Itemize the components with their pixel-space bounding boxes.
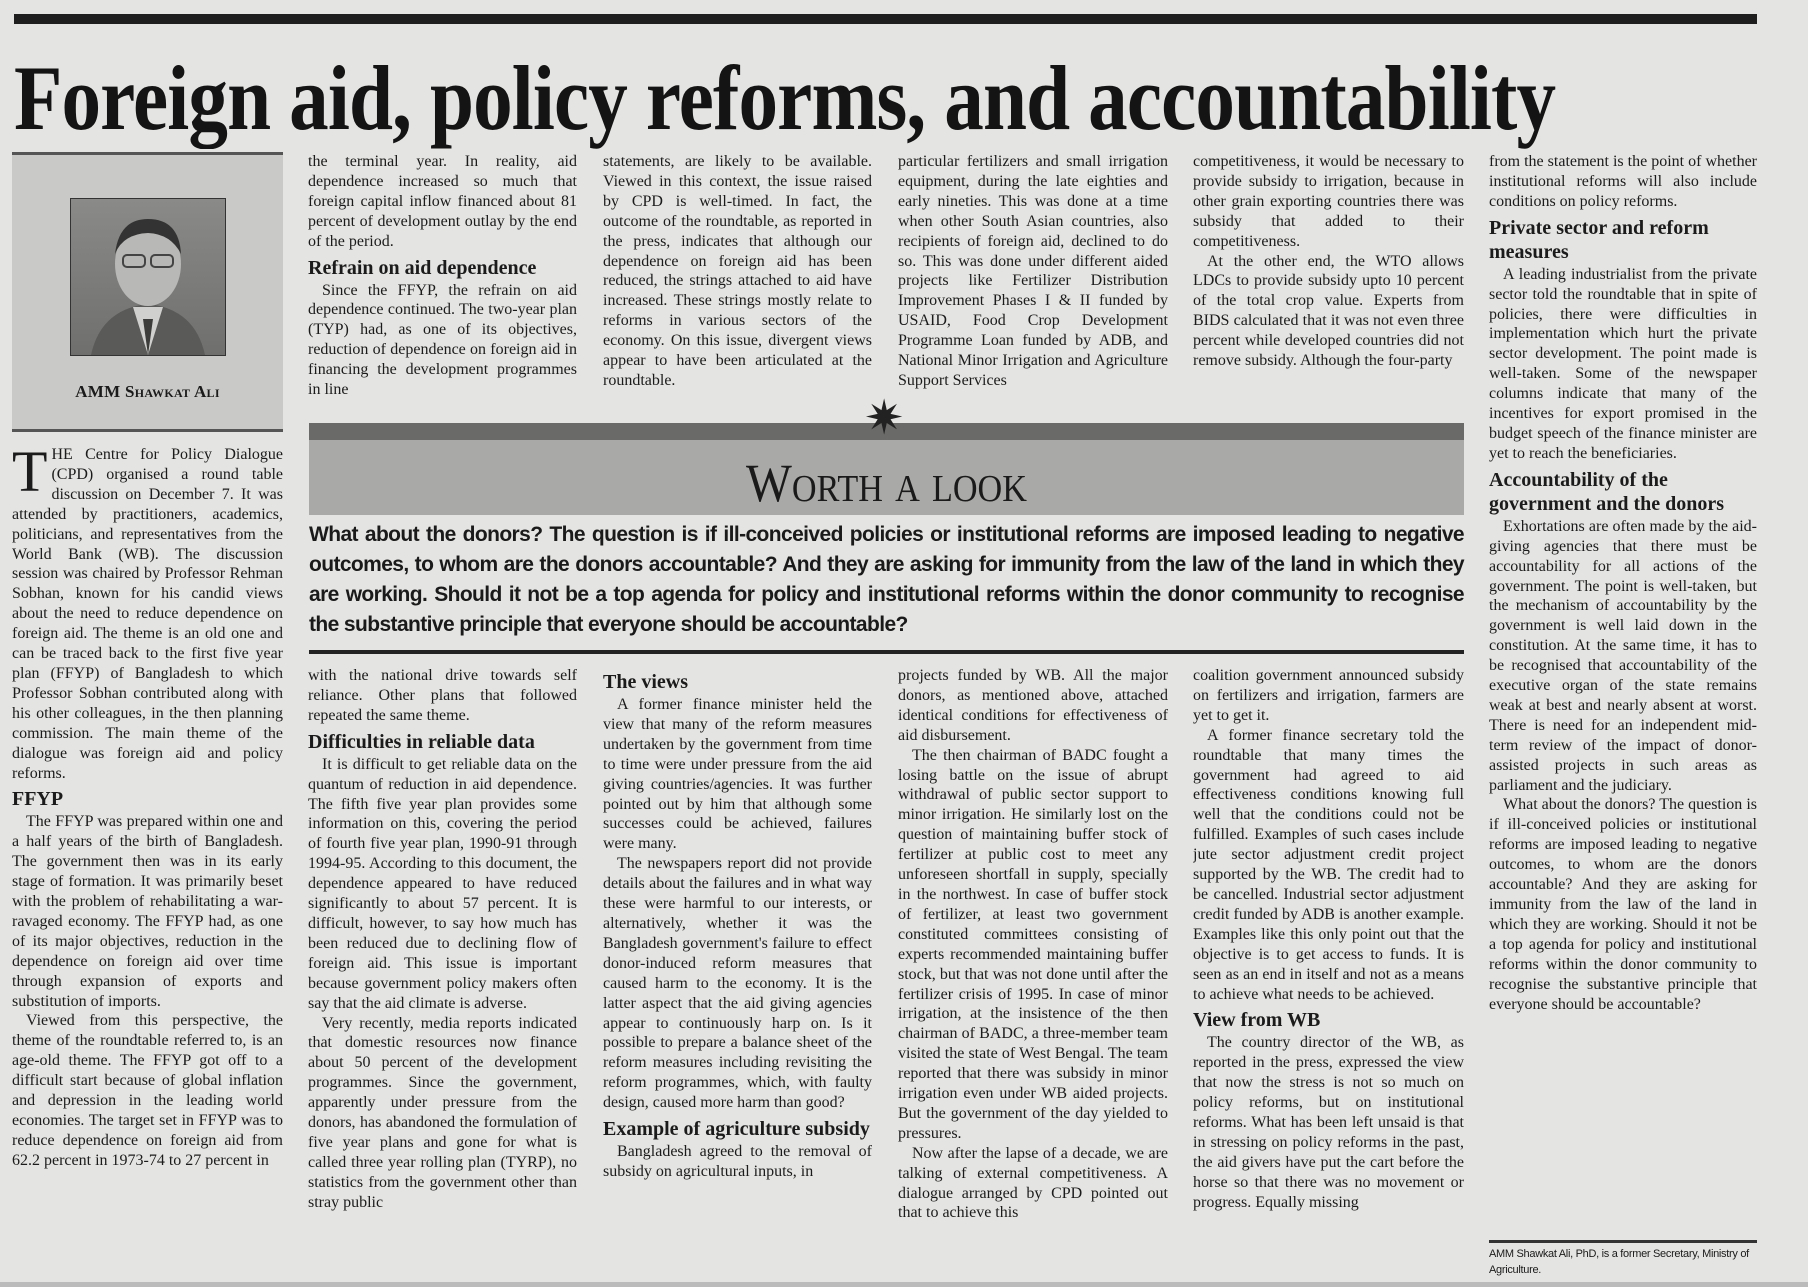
body-paragraph: projects funded by WB. All the major donors, as mentioned above, attached identical conditions for effectiveness of aid disbursement. <box>898 667 1168 744</box>
body-paragraph: The country director of the WB, as reported in the press, expressed the view that now the stress is not so much on policy reforms, but on institutional reforms. What has been left unsaid is that in stressing on policy reforms in the past, the aid givers have put the cart before the horse so that there was no movement or progress. Equally missing <box>1193 1034 1464 1211</box>
column-4-bottom <box>898 666 1168 1280</box>
section-heading: View from WB <box>1193 1009 1321 1032</box>
section-heading: Example of agriculture subsidy <box>603 1118 870 1141</box>
body-paragraph: Viewed from this perspective, the theme of the roundtable referred to, is an age-old theme. The FFYP got off to a difficult start because of global inflation and depression in the leading world economies. The target set in FFYP was to reduce dependence on foreign aid from 62.2 percent in 1973-74 to 27 percent in <box>12 1012 283 1169</box>
body-paragraph: The FFYP was prepared within one and a half years of the birth of Bangladesh. The government then was in its early stage of formation. It was primarily beset with the problem of rehabilitating a war-ravaged economy. The FFYP had, as one of its major objectives, reduction in the dependence on foreign aid over time through expansion of exports and substitution of imports. <box>12 813 283 1010</box>
column-4-top <box>898 152 1168 414</box>
column-5-top <box>1193 152 1464 414</box>
body-paragraph: Now after the lapse of a decade, we are talking of external competitiveness. A dialogue arranged by CPD pointed out that to achieve this <box>898 1144 1168 1222</box>
body-paragraph: A former finance minister held the view that many of the reform measures undertaken by the government from time to time were under pressure from the aid giving countries/agencies. It was further pointed out by him that although some successes could be achieved, failures were many. <box>603 696 872 853</box>
body-paragraph: The then chairman of BADC fought a losing battle on the issue of abrupt withdrawal of public sector support to minor irrigation. He similarly lost on the question of maintaining buffer stock of fertilizer at public cost to meet any unforeseen shortfall in supply, specially in the northwest. In case of buffer stock of fertilizer, at least two government constituted committees consisting of experts recommended maintaining buffer stock, but that was not done until after the fertilizer crisis of 1995. In case of minor irrigation, at the insistence of the then chairman of BADC, a three-member team visited the state of West Bengal. The team reported that there was subsidy in minor irrigation even under WB aided projects. But the government of the day yielded to pressures. <box>898 746 1168 1142</box>
body-paragraph <box>12 445 283 783</box>
author-name: AMM Shawkat Ali <box>75 382 220 401</box>
body-paragraph: Since the FFYP, the refrain on aid dependence continued. The two-year plan (TYP) had, as one of its objectives, reduction of dependence on foreign aid in financing the development programmes in line <box>308 281 577 399</box>
column-2-bottom <box>308 666 577 1280</box>
author-byline: AMM Shawkat Ali, PhD, is a former Secretary, Ministry of Agriculture. <box>1489 1248 1749 1276</box>
column-3-top <box>603 152 872 414</box>
byline-rule <box>1489 1240 1757 1243</box>
body-paragraph: A leading industrialist from the private sector told the roundtable that in spite of policies, there were difficulties in implementation which hurt the private sector development. The point made is well-taken. Some of the newspaper columns indicate that many of the incentives for export promised in the budget speech of the finance minister are yet to reach the beneficiaries. <box>1489 265 1757 462</box>
body-paragraph: the terminal year. In reality, aid dependence increased so much that foreign capital inflow financed about 81 percent of development outlay by the end of the period. <box>308 153 577 250</box>
body-paragraph: At the other end, the WTO allows LDCs to provide subsidy upto 10 percent of the total crop value. Experts from BIDS calculated that it was not even three percent while developed countries did not remove subsidy. Although the four-party <box>1193 252 1464 370</box>
star-burst-icon: ✷ <box>864 392 905 445</box>
body-paragraph: It is difficult to get reliable data on the quantum of reduction in aid dependence. The fifth five year plan provides some information on this, covering the period of fourth five year plan, 1990-91 through 1994-95. According to this document, the dependence appeared to have reduced significantly to about 57 percent. It is difficult, however, to say how much has been reduced due to declining flow of foreign aid. This issue is important because government policy makers often say that the aid climate is adverse. <box>308 755 577 1012</box>
body-paragraph: Exhortations are often made by the aid-giving agencies that there must be accountability for all actions of the government. The point is well-taken, but the mechanism of accountability by the government is well laid down in the constitution. At the same time, it has to be recognised that accountability of the executive organ of the state remains weak at best and nearly absent at worst. There is need for an independent mid-term review of the impact of donor-assisted projects in such areas as parliament and the judiciary. <box>1489 517 1757 794</box>
body-paragraph: from the statement is the point of whether institutional reforms will also include conditions on policy reforms. <box>1489 153 1757 210</box>
banner-title: Worth a look <box>746 453 1027 513</box>
column-5-bottom <box>1193 666 1464 1280</box>
section-heading: Accountability of the government and the donors <box>1489 468 1725 515</box>
top-rule <box>14 14 1757 24</box>
body-paragraph: coalition government announced subsidy on fertilizers and irrigation, farmers are yet to get it. <box>1193 667 1464 724</box>
body-paragraph: statements, are likely to be available. Viewed in this context, the issue raised by CPD is well-timed. In fact, the outcome of the roundtable, as reported in the press, indicates that although our dependence on foreign aid has been reduced, the strings attached to aid have increased. These strings mostly relate to reforms in various sectors of the economy. On this issue, divergent views appear to have been articulated at the roundtable. <box>603 153 872 389</box>
bottom-rule <box>0 1282 1808 1287</box>
body-paragraph: particular fertilizers and small irrigation equipment, during the late eighties and early nineties. This was done at a time when other South Asian countries, also recipients of foreign aid, declined to do so. This was done under different aided projects like Fertilizer Distribution Improvement Phases I & II funded by USAID, Food Crop Development Programme Loan funded by ADB, and National Minor Irrigation and Agriculture Support Services <box>898 153 1168 389</box>
pull-quote: What about the donors? The question is if ill-conceived policies or institutional reforms are imposed leading to negative outcomes, to whom are the donors accountable? And they are asking for immunity from the law of the land in which they are working. Should it not be a top agenda for policy and institutional reforms within the donor community to recognise the substantive principle that everyone should be accountable? <box>309 523 1464 636</box>
body-paragraph: Bangladesh agreed to the removal of subsidy on agricultural inputs, in <box>603 1143 872 1180</box>
section-heading: Refrain on aid dependence <box>308 256 537 279</box>
pull-quote-rule <box>309 650 1464 654</box>
section-heading: Private sector and reform measures <box>1489 216 1709 263</box>
drop-cap: T <box>12 445 48 504</box>
section-heading: The views <box>603 671 688 693</box>
column-6 <box>1489 152 1757 1234</box>
column-3-bottom <box>603 666 872 1280</box>
section-heading: FFYP <box>12 788 64 811</box>
article-headline: Foreign aid, policy reforms, and accountability <box>14 47 1556 149</box>
column-2-top <box>308 152 577 414</box>
column-1 <box>12 445 283 1280</box>
section-heading: Difficulties in reliable data <box>308 730 535 753</box>
body-paragraph: A former finance secretary told the roundtable that many times the government had agreed to aid effectiveness conditions knowing full well that the conditions could not be fulfilled. Examples of such cases include jute sector adjustment credit project supported by the WB. The credit had to be cancelled. Industrial sector adjustment credit funded by ADB is another example. Examples like this only point out that the objective is to get access to funds. It is seen as an end in itself and not as a means to achieve what needs to be achieved. <box>1193 726 1464 1003</box>
body-paragraph: Very recently, media reports indicated that domestic resources now finance about 50 percent of the development programmes. Since the government, apparently under pressure from the donors, has abandoned the formulation of five year plans and gone for what is called three year rolling plan (TYRP), no statistics from the government other than stray public <box>308 1014 577 1211</box>
body-paragraph: The newspapers report did not provide details about the failures and in what way these were harmful to our interests, or alternatively, whether it was the Bangladesh government's failure to effect donor-induced reform measures that caused harm to the economy. It is the latter aspect that the aid giving agencies appear to continuously harp on. Is it possible to prepare a balance sheet of the reform measures including revisiting the reform programmes, which, with faulty design, caused more harm than good? <box>603 855 872 1112</box>
body-paragraph: What about the donors? The question is if ill-conceived policies or institutional reforms are imposed leading to negative outcomes, to whom are the donors accountable? And they are asking for immunity from the law of the land in which they are working. Should it not be a top agenda for policy and institutional reforms within the donor community to recognise the substantive principle that everyone should be accountable? <box>1489 796 1757 1013</box>
author-photo <box>70 198 226 356</box>
paragraph-text: HE Centre for Policy Dialogue (CPD) organised a round table discussion on December 7. It was attended by practitioners, academics, politicians, and representatives from the World Bank (WB). The discussion session was chaired by Professor Rehman Sobhan, known for his candid views about the need to reduce dependence on foreign aid. The theme is an old one and can be traced back to the first five year plan (FFYP) of Bangladesh to which Professor Sobhan contributed along with his other colleagues, in the then planning commission. The main theme of the dialogue was foreign aid and policy reforms. <box>12 446 283 782</box>
body-paragraph: with the national drive towards self reliance. Other plans that followed repeated the same theme. <box>308 667 577 724</box>
body-paragraph: competitiveness, it would be necessary to provide subsidy to irrigation, because in other grain exporting countries there was subsidy that added to their competitiveness. <box>1193 153 1464 250</box>
